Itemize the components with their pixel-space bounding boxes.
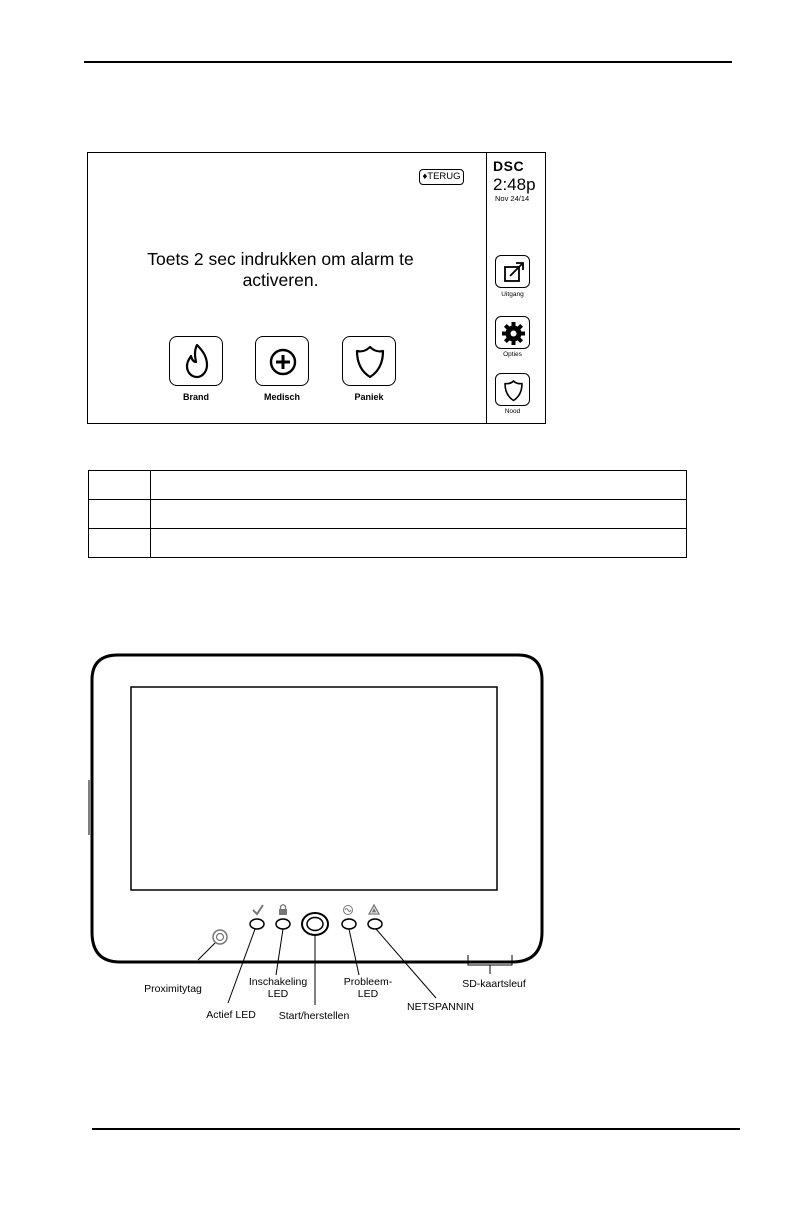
table-cell (89, 471, 151, 500)
ac-sine-icon (344, 906, 353, 915)
table-cell (89, 529, 151, 558)
warning-triangle-icon (369, 905, 379, 914)
clock-date: Nov 24/14 (495, 194, 530, 203)
emergency-screen (87, 152, 546, 424)
ready-led (250, 919, 264, 929)
shield-icon (496, 374, 531, 407)
checkmark-icon (253, 905, 263, 914)
table-cell (151, 471, 687, 500)
ac-power-label: NETSPANNIN (407, 1001, 474, 1013)
description-table (88, 470, 687, 558)
header-rule (84, 61, 732, 63)
sd-card-slot-label: SD-kaartsleuf (462, 978, 526, 990)
trouble-led (342, 919, 356, 929)
sidebar-divider (486, 153, 487, 423)
back-button-label: TERUG (427, 171, 461, 182)
exit-button[interactable] (495, 255, 530, 288)
proximity-target-icon (213, 930, 227, 944)
table-cell (89, 500, 151, 529)
armed-led-label: Inschakeling LED (248, 976, 308, 1000)
fire-button[interactable] (169, 336, 223, 386)
alarm-instruction: Toets 2 sec indrukken om alarm te activeren. (147, 249, 414, 290)
emergency-button[interactable] (495, 373, 530, 406)
home-reset-button (302, 913, 328, 935)
footer-rule (92, 1128, 740, 1130)
flame-icon (170, 337, 224, 387)
gear-icon (496, 317, 531, 350)
panic-label: Paniek (354, 392, 384, 402)
table-row (89, 471, 687, 500)
fire-label: Brand (182, 392, 209, 402)
medical-button[interactable] (255, 336, 309, 386)
exit-icon (496, 256, 531, 289)
proximity-tag-label: Proximitytag (144, 983, 202, 995)
clock-time: 2:48p (493, 175, 536, 194)
brand-logo: DSC (493, 158, 525, 174)
back-arrow-icon: ♦ (422, 171, 428, 182)
table-cell (151, 529, 687, 558)
lock-icon (279, 905, 287, 915)
emergency-label: Nood (504, 408, 521, 415)
armed-led (276, 919, 290, 929)
medical-label: Medisch (263, 392, 300, 402)
table-row (89, 529, 687, 558)
exit-label: Uitgang (501, 291, 524, 298)
trouble-led-label: Probleem- LED (343, 976, 393, 1000)
options-label: Opties (503, 351, 522, 358)
home-reset-label: Start/herstellen (278, 1010, 350, 1022)
panic-button[interactable] (342, 336, 396, 386)
ac-led (368, 919, 382, 929)
ready-led-label: Actief LED (206, 1009, 256, 1021)
table-row (89, 500, 687, 529)
table-cell (151, 500, 687, 529)
medical-plus-icon (256, 337, 310, 387)
options-button[interactable] (495, 316, 530, 349)
shield-icon (343, 337, 397, 387)
back-button[interactable] (419, 169, 464, 185)
